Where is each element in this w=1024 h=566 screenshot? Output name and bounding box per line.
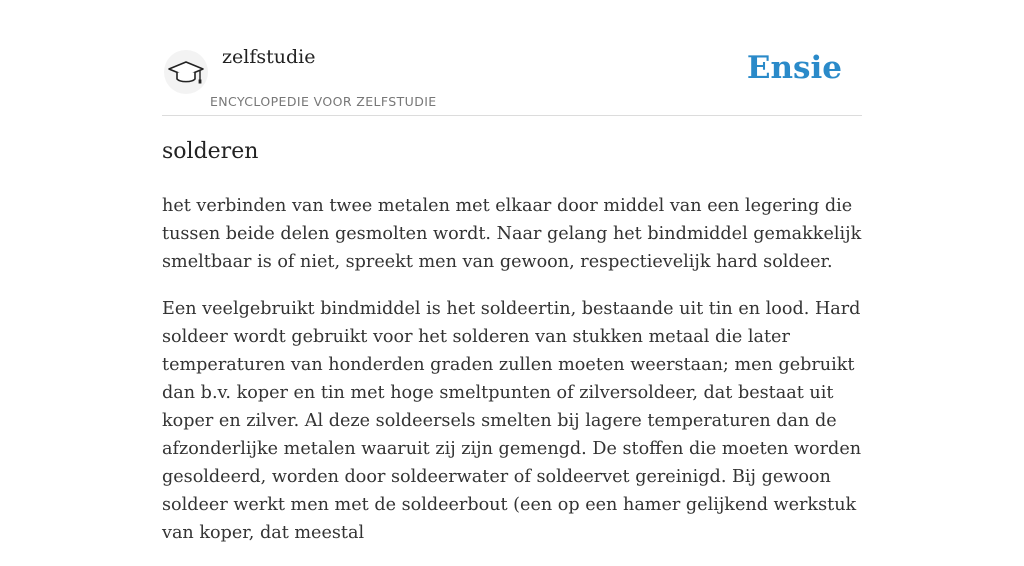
source-header [162, 40, 862, 116]
article-paragraph: het verbinden van twee metalen met elkaar door middel van een legering die tussen beide delen gesmolten wordt. Naar gelang het bindmiddel gemakkelijk smeltbaar is of niet, spreekt men van gewoon, respectievelijk hard soldeer. [162, 196, 862, 272]
ensie-logo-link[interactable]: Ensie [746, 50, 842, 86]
article-title: solderen [162, 139, 259, 164]
article-paragraph: Een veelgebruikt bindmiddel is het soldeertin, bestaande uit tin en lood. Hard soldeer wordt gebruikt voor het solderen van stukken metaal die later temperaturen van honderden graden zullen moeten weerstaan; men gebruikt dan b.v. koper en tin met hoge smeltpunten of zilversoldeer, dat bestaat uit koper en zilver. Al deze soldeersels smelten bij lagere temperaturen dan de afzonderlijke metalen waaruit zij zijn gemengd. De stoffen die moeten worden gesoldeerd, worden door soldeerwater of soldeervet gereinigd. Bij gewoon soldeer werkt men met de soldeerbout (een op een hamer gelijkend werkstuk van koper, dat meestal [162, 299, 862, 543]
source-subtitle: ENCYCLOPEDIE VOOR ZELFSTUDIE [210, 94, 437, 109]
graduation-cap-icon [167, 57, 205, 87]
source-name[interactable]: zelfstudie [222, 46, 316, 68]
article-body [162, 192, 862, 566]
source-logo[interactable] [164, 50, 208, 94]
